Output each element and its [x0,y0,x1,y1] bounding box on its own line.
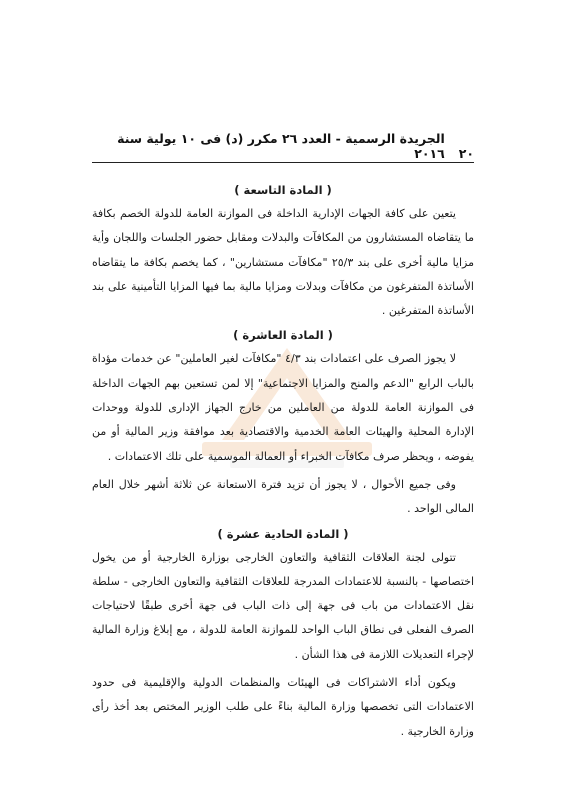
gazette-title: الجريدة الرسمية - العدد ٢٦ مكرر (د) فى ١٠ يولية سنة ٢٠١٦ [117,131,445,161]
page-header [92,131,474,161]
article-10-paragraph-1: لا يجوز الصرف على اعتمادات بند ٤/٣ "مكافآت لغير العاملين" عن خدمات مؤداة بالباب الرابع "الدعم والمنح والمزايا الاجتماعية" إلا لمن تستعين بهم الجهات الداخلة فى الموازنة العامة للدولة من العاملين من خارج الجهاز الإدارى للدولة ووحدات الإدارة المحلية والهيئات العامة الخدمية والاقتصادية بعد موافقة وزير المالية أو من يفوضه ، ويحظر صرف مكافآت الخبراء أو العمالة الموسمية على تلك الاعتمادات . [92,352,474,463]
article-10-paragraph-2: وفى جميع الأحوال ، لا يجوز أن تزيد فترة الاستعانة عن ثلاثة أشهر خلال العام المالى الواحد . [92,477,474,516]
document-body [92,178,474,744]
article-9-paragraph: يتعين على كافة الجهات الإدارية الداخلة فى الموازنة العامة للدولة الخصم بكافة ما يتقاضاه المستشارون من المكافآت والبدلات ومقابل حضور الجلسات واللجان وأية مزايا مالية أخرى على بند ٢٥/٣ "مكافآت مستشارين" ، كما يخصم بكافة ما يتقاضاه الأساتذة المتفرغون من مكافآت وبدلات ومزايا مالية بما فيها المزايا التأمينية على بند الأساتذة المتفرغين . [92,207,474,318]
page-number: ٢٠ [458,146,474,161]
article-11-paragraph-2: ويكون أداء الاشتراكات فى الهيئات والمنظمات الدولية والإقليمية فى حدود الاعتمادات التى تخصصها وزارة المالية بناءً على طلب الوزير المختص بعد أخذ رأى وزارة الخارجية . [92,676,474,738]
article-11-paragraph-1: تتولى لجنة العلاقات الثقافية والتعاون الخارجى بوزارة الخارجية أو من يخول اختصاصها - بالنسبة للاعتمادات المدرجة للعلاقات الثقافية والتعاون الخارجى - سلطة نقل الاعتمادات من باب فى جهة إلى ذات الباب فى جهة أخرى طبقًا لاحتياجات الصرف الفعلى فى نطاق الباب الواحد للموازنة العامة للدولة ، مع إبلاغ وزارة المالية لإجراء التعديلات اللازمة فى هذا الشأن . [92,550,474,661]
header-divider [92,162,474,163]
article-9-heading: ( المادة التاسعة ) [234,183,332,197]
article-10-heading: ( المادة العاشرة ) [233,328,333,343]
article-11-heading: ( المادة الحادية عشرة ) [217,526,349,541]
